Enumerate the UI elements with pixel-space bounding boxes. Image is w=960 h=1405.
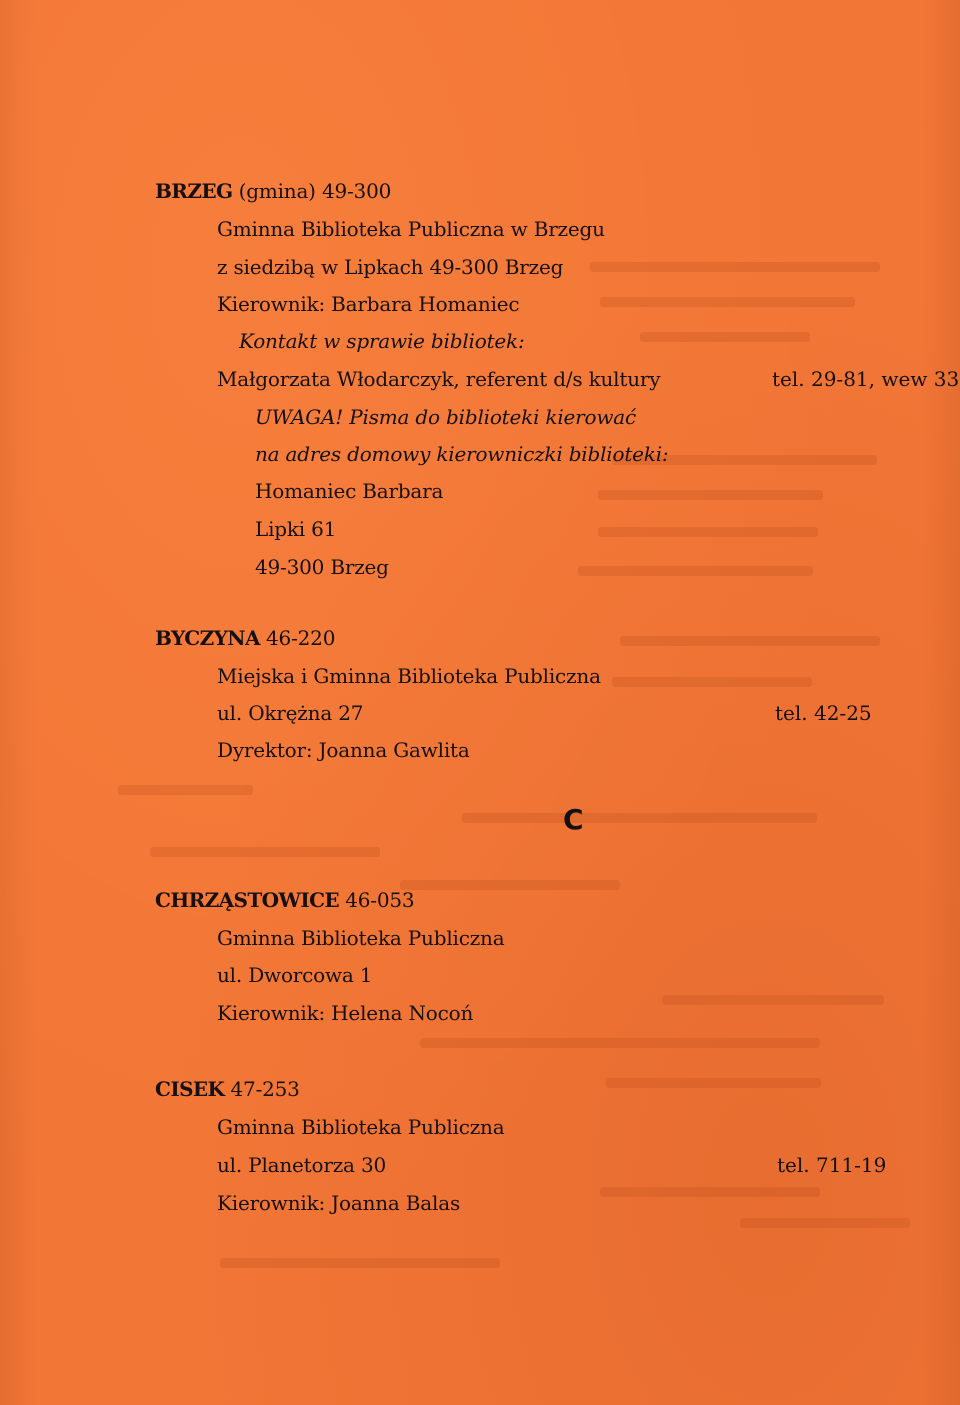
address-line: Homaniec Barbara (255, 479, 444, 503)
show-through-mark (420, 1038, 820, 1048)
library-manager: Kierownik: Helena Nocoń (217, 1001, 474, 1025)
municipality-name: BYCZYNA (155, 626, 260, 650)
contact-phone: tel. 29-81, wew 33 (772, 367, 960, 391)
show-through-mark (150, 847, 380, 857)
library-seat: z siedzibą w Lipkach 49-300 Brzeg (217, 255, 564, 279)
municipality-postcode: (gmina) 49-300 (232, 179, 392, 203)
show-through-mark (640, 332, 810, 342)
library-address: ul. Planetorza 30 (217, 1153, 386, 1177)
entry-heading (155, 178, 391, 204)
show-through-mark (590, 262, 880, 272)
municipality-name: CISEK (155, 1077, 225, 1101)
show-through-mark (612, 677, 812, 687)
address-line: Lipki 61 (255, 517, 337, 541)
show-through-mark (740, 1218, 910, 1228)
municipality-postcode: 46-220 (259, 626, 336, 650)
show-through-mark (598, 490, 823, 500)
entry-heading (155, 887, 414, 913)
show-through-mark (662, 995, 884, 1005)
municipality-postcode: 46-053 (339, 888, 415, 912)
show-through-mark (400, 880, 620, 890)
municipality-name: BRZEG (155, 179, 233, 203)
library-phone: tel. 42-25 (775, 701, 872, 725)
municipality-name: CHRZĄSTOWICE (155, 888, 340, 912)
contact-person: Małgorzata Włodarczyk, referent d/s kultury (217, 367, 661, 391)
library-name: Gminna Biblioteka Publiczna w Brzegu (217, 217, 605, 241)
show-through-mark (462, 813, 817, 823)
library-address: ul. Dworcowa 1 (217, 963, 373, 987)
entry-heading (155, 1076, 300, 1102)
show-through-mark (598, 527, 818, 537)
show-through-mark (118, 785, 253, 795)
library-address: ul. Okrężna 27 (217, 701, 364, 725)
library-name: Miejska i Gminna Biblioteka Publiczna (217, 664, 601, 688)
library-director: Dyrektor: Joanna Gawlita (217, 738, 470, 762)
show-through-mark (600, 1187, 820, 1197)
section-letter: C (563, 803, 584, 836)
entry-heading (155, 625, 335, 651)
municipality-postcode: 47-253 (224, 1077, 300, 1101)
notice-line: na adres domowy kierowniczki biblioteki: (255, 442, 669, 466)
library-name: Gminna Biblioteka Publiczna (217, 1115, 505, 1139)
show-through-mark (600, 297, 855, 307)
show-through-mark (578, 566, 813, 576)
library-manager: Kierownik: Barbara Homaniec (217, 292, 520, 316)
show-through-mark (220, 1258, 500, 1268)
library-manager: Kierownik: Joanna Balas (217, 1191, 461, 1215)
contact-label: Kontakt w sprawie bibliotek: (239, 329, 525, 353)
library-phone: tel. 711-19 (777, 1153, 887, 1177)
address-line: 49-300 Brzeg (255, 555, 389, 579)
show-through-mark (620, 636, 880, 646)
notice-line: UWAGA! Pisma do biblioteki kierować (255, 405, 637, 429)
show-through-mark (606, 1078, 821, 1088)
library-name: Gminna Biblioteka Publiczna (217, 926, 505, 950)
